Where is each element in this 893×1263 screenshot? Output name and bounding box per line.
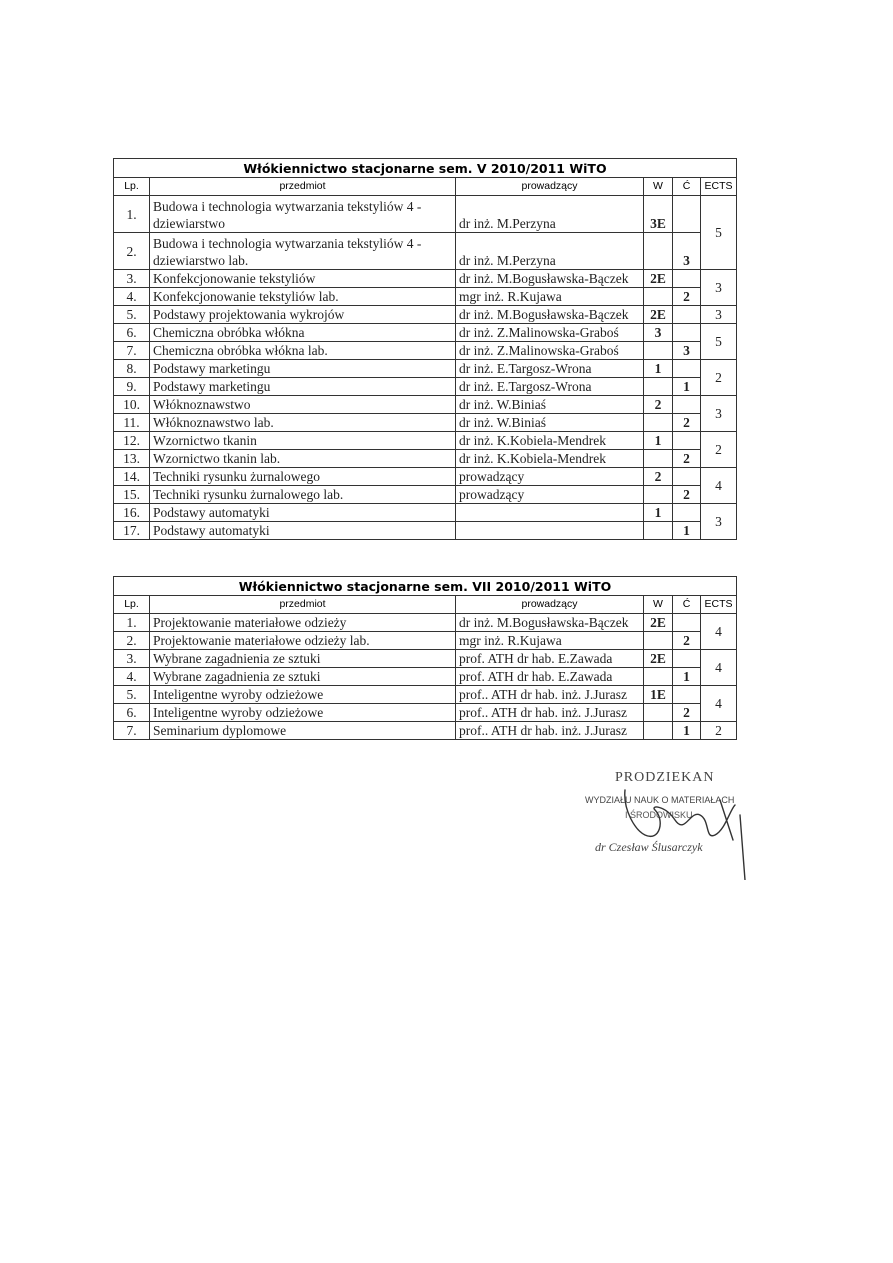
lecture-hours-cell: 2E xyxy=(644,270,673,288)
lecture-hours-cell: 2E xyxy=(644,306,673,324)
ects-cell: 3 xyxy=(701,270,737,306)
lecturer-cell: dr inż. Z.Malinowska-Graboś xyxy=(456,342,644,360)
row-number: 6. xyxy=(114,324,150,342)
row-number: 8. xyxy=(114,360,150,378)
lecturer-cell: dr inż. M.Perzyna xyxy=(456,233,644,270)
subject-cell: Techniki rysunku żurnalowego lab. xyxy=(150,486,456,504)
table-row xyxy=(114,686,737,704)
row-number: 2. xyxy=(114,632,150,650)
column-header-lp: Lp. xyxy=(114,178,150,196)
ects-cell: 2 xyxy=(701,360,737,396)
subject-cell: Podstawy automatyki xyxy=(150,522,456,540)
ects-cell: 4 xyxy=(701,468,737,504)
exercise-hours-cell: 2 xyxy=(673,486,701,504)
column-header-lecturer: prowadzący xyxy=(456,596,644,614)
lecturer-cell: prof.. ATH dr hab. inż. J.Jurasz xyxy=(456,704,644,722)
table-row xyxy=(114,396,737,414)
ects-cell: 5 xyxy=(701,324,737,360)
schedule-table-sem-v xyxy=(113,158,737,540)
ects-cell: 5 xyxy=(701,196,737,270)
lecturer-cell: mgr inż. R.Kujawa xyxy=(456,632,644,650)
lecture-hours-cell xyxy=(644,414,673,432)
lecture-hours-cell: 3 xyxy=(644,324,673,342)
row-number: 4. xyxy=(114,288,150,306)
lecture-hours-cell xyxy=(644,233,673,270)
table-row xyxy=(114,196,737,233)
exercise-hours-cell xyxy=(673,504,701,522)
table-row xyxy=(114,450,737,468)
row-number: 17. xyxy=(114,522,150,540)
subject-cell: Włóknoznawstwo lab. xyxy=(150,414,456,432)
lecturer-cell: dr inż. W.Biniaś xyxy=(456,396,644,414)
row-number: 12. xyxy=(114,432,150,450)
exercise-hours-cell: 2 xyxy=(673,632,701,650)
table-row xyxy=(114,414,737,432)
exercise-hours-cell xyxy=(673,360,701,378)
lecture-hours-cell: 1 xyxy=(644,432,673,450)
subject-cell: Inteligentne wyroby odzieżowe xyxy=(150,704,456,722)
lecture-hours-cell: 2E xyxy=(644,614,673,632)
ects-cell: 2 xyxy=(701,722,737,740)
exercise-hours-cell xyxy=(673,432,701,450)
lecturer-cell: prof.. ATH dr hab. inż. J.Jurasz xyxy=(456,686,644,704)
exercise-hours-cell: 2 xyxy=(673,704,701,722)
subject-cell: Projektowanie materiałowe odzieży xyxy=(150,614,456,632)
lecturer-cell xyxy=(456,522,644,540)
subject-cell: Projektowanie materiałowe odzieży lab. xyxy=(150,632,456,650)
lecturer-cell: prof. ATH dr hab. E.Zawada xyxy=(456,650,644,668)
table-row xyxy=(114,722,737,740)
column-header-c: Ć xyxy=(673,596,701,614)
stamp-faculty-cont: I ŚRODOWISKU xyxy=(625,810,693,820)
table-title: Włókiennictwo stacjonarne sem. V 2010/2011 WiTO xyxy=(114,159,737,178)
subject-cell: Podstawy automatyki xyxy=(150,504,456,522)
exercise-hours-cell: 2 xyxy=(673,414,701,432)
lecture-hours-cell xyxy=(644,450,673,468)
stamp-title: PRODZIEKAN xyxy=(615,770,715,785)
lecture-hours-cell: 1 xyxy=(644,504,673,522)
exercise-hours-cell: 1 xyxy=(673,378,701,396)
lecturer-cell xyxy=(456,504,644,522)
lecturer-cell: dr inż. K.Kobiela-Mendrek xyxy=(456,432,644,450)
lecturer-cell: dr inż. M.Perzyna xyxy=(456,196,644,233)
lecture-hours-cell xyxy=(644,722,673,740)
lecture-hours-cell: 3E xyxy=(644,196,673,233)
row-number: 16. xyxy=(114,504,150,522)
lecturer-cell: dr inż. M.Bogusławska-Bączek xyxy=(456,306,644,324)
exercise-hours-cell xyxy=(673,396,701,414)
lecture-hours-cell xyxy=(644,704,673,722)
lecturer-cell: prowadzący xyxy=(456,486,644,504)
subject-cell: Konfekcjonowanie tekstyliów lab. xyxy=(150,288,456,306)
column-header-w: W xyxy=(644,178,673,196)
lecture-hours-cell xyxy=(644,486,673,504)
subject-cell: Budowa i technologia wytwarzania tekstyliów 4 - dziewiarstwo xyxy=(150,196,456,233)
subject-cell: Włóknoznawstwo xyxy=(150,396,456,414)
row-number: 4. xyxy=(114,668,150,686)
table-row xyxy=(114,378,737,396)
row-number: 3. xyxy=(114,650,150,668)
exercise-hours-cell: 2 xyxy=(673,288,701,306)
row-number: 7. xyxy=(114,342,150,360)
subject-cell: Chemiczna obróbka włókna lab. xyxy=(150,342,456,360)
exercise-hours-cell xyxy=(673,306,701,324)
exercise-hours-cell: 2 xyxy=(673,450,701,468)
table-row xyxy=(114,288,737,306)
subject-cell: Techniki rysunku żurnalowego xyxy=(150,468,456,486)
lecture-hours-cell: 2E xyxy=(644,650,673,668)
subject-cell: Podstawy projektowania wykrojów xyxy=(150,306,456,324)
subject-cell: Chemiczna obróbka włókna xyxy=(150,324,456,342)
lecture-hours-cell: 1 xyxy=(644,360,673,378)
lecture-hours-cell xyxy=(644,342,673,360)
exercise-hours-cell: 3 xyxy=(673,342,701,360)
lecture-hours-cell xyxy=(644,288,673,306)
lecture-hours-cell: 2 xyxy=(644,396,673,414)
table-row xyxy=(114,432,737,450)
subject-cell: Wzornictwo tkanin xyxy=(150,432,456,450)
exercise-hours-cell xyxy=(673,686,701,704)
column-header-w: W xyxy=(644,596,673,614)
row-number: 15. xyxy=(114,486,150,504)
ects-cell: 3 xyxy=(701,396,737,432)
row-number: 9. xyxy=(114,378,150,396)
subject-cell: Wybrane zagadnienia ze sztuki xyxy=(150,650,456,668)
row-number: 1. xyxy=(114,614,150,632)
subject-cell: Wzornictwo tkanin lab. xyxy=(150,450,456,468)
row-number: 5. xyxy=(114,686,150,704)
exercise-hours-cell: 1 xyxy=(673,722,701,740)
handwritten-signature xyxy=(605,780,755,880)
lecturer-cell: prof. ATH dr hab. E.Zawada xyxy=(456,668,644,686)
subject-cell: Podstawy marketingu xyxy=(150,360,456,378)
table-row xyxy=(114,233,737,270)
ects-cell: 4 xyxy=(701,650,737,686)
table-row xyxy=(114,522,737,540)
column-header-c: Ć xyxy=(673,178,701,196)
table-row xyxy=(114,614,737,632)
exercise-hours-cell xyxy=(673,614,701,632)
row-number: 10. xyxy=(114,396,150,414)
table-row xyxy=(114,650,737,668)
table-row xyxy=(114,704,737,722)
subject-cell: Podstawy marketingu xyxy=(150,378,456,396)
column-header-subject: przedmiot xyxy=(150,178,456,196)
table-row xyxy=(114,632,737,650)
lecture-hours-cell: 2 xyxy=(644,468,673,486)
column-header-lecturer: prowadzący xyxy=(456,178,644,196)
stamp-faculty: WYDZIAŁU NAUK O MATERIAŁACH xyxy=(585,795,735,805)
row-number: 6. xyxy=(114,704,150,722)
lecturer-cell: dr inż. M.Bogusławska-Bączek xyxy=(456,614,644,632)
subject-cell: Konfekcjonowanie tekstyliów xyxy=(150,270,456,288)
ects-cell: 4 xyxy=(701,686,737,722)
column-header-ects: ECTS xyxy=(701,178,737,196)
table-row xyxy=(114,342,737,360)
lecture-hours-cell xyxy=(644,378,673,396)
lecture-hours-cell xyxy=(644,632,673,650)
exercise-hours-cell xyxy=(673,196,701,233)
ects-cell: 3 xyxy=(701,504,737,540)
lecturer-cell: dr inż. Z.Malinowska-Graboś xyxy=(456,324,644,342)
column-header-ects: ECTS xyxy=(701,596,737,614)
lecturer-cell: dr inż. E.Targosz-Wrona xyxy=(456,360,644,378)
row-number: 11. xyxy=(114,414,150,432)
subject-cell: Wybrane zagadnienia ze sztuki xyxy=(150,668,456,686)
subject-cell: Budowa i technologia wytwarzania tekstyliów 4 - dziewiarstwo lab. xyxy=(150,233,456,270)
lecture-hours-cell xyxy=(644,522,673,540)
row-number: 2. xyxy=(114,233,150,270)
lecture-hours-cell: 1E xyxy=(644,686,673,704)
subject-cell: Inteligentne wyroby odzieżowe xyxy=(150,686,456,704)
ects-cell: 2 xyxy=(701,432,737,468)
row-number: 3. xyxy=(114,270,150,288)
exercise-hours-cell xyxy=(673,650,701,668)
exercise-hours-cell: 1 xyxy=(673,522,701,540)
stamp-name: dr Czesław Ślusarczyk xyxy=(595,840,703,854)
column-header-lp: Lp. xyxy=(114,596,150,614)
row-number: 7. xyxy=(114,722,150,740)
table-row xyxy=(114,324,737,342)
table-row xyxy=(114,360,737,378)
row-number: 1. xyxy=(114,196,150,233)
lecturer-cell: dr inż. M.Bogusławska-Bączek xyxy=(456,270,644,288)
subject-cell: Seminarium dyplomowe xyxy=(150,722,456,740)
column-header-subject: przedmiot xyxy=(150,596,456,614)
exercise-hours-cell: 3 xyxy=(673,233,701,270)
row-number: 14. xyxy=(114,468,150,486)
table-row xyxy=(114,486,737,504)
schedule-table-sem-vii xyxy=(113,576,737,740)
row-number: 13. xyxy=(114,450,150,468)
ects-cell: 4 xyxy=(701,614,737,650)
table-row xyxy=(114,668,737,686)
lecturer-cell: prowadzący xyxy=(456,468,644,486)
table-title: Włókiennictwo stacjonarne sem. VII 2010/2011 WiTO xyxy=(114,577,737,596)
table-row xyxy=(114,270,737,288)
lecture-hours-cell xyxy=(644,668,673,686)
dean-stamp xyxy=(585,770,755,880)
table-row xyxy=(114,468,737,486)
row-number: 5. xyxy=(114,306,150,324)
lecturer-cell: dr inż. W.Biniaś xyxy=(456,414,644,432)
lecturer-cell: prof.. ATH dr hab. inż. J.Jurasz xyxy=(456,722,644,740)
table-row xyxy=(114,306,737,324)
exercise-hours-cell xyxy=(673,468,701,486)
ects-cell: 3 xyxy=(701,306,737,324)
exercise-hours-cell: 1 xyxy=(673,668,701,686)
lecturer-cell: dr inż. E.Targosz-Wrona xyxy=(456,378,644,396)
table-row xyxy=(114,504,737,522)
lecturer-cell: dr inż. K.Kobiela-Mendrek xyxy=(456,450,644,468)
exercise-hours-cell xyxy=(673,324,701,342)
lecturer-cell: mgr inż. R.Kujawa xyxy=(456,288,644,306)
exercise-hours-cell xyxy=(673,270,701,288)
